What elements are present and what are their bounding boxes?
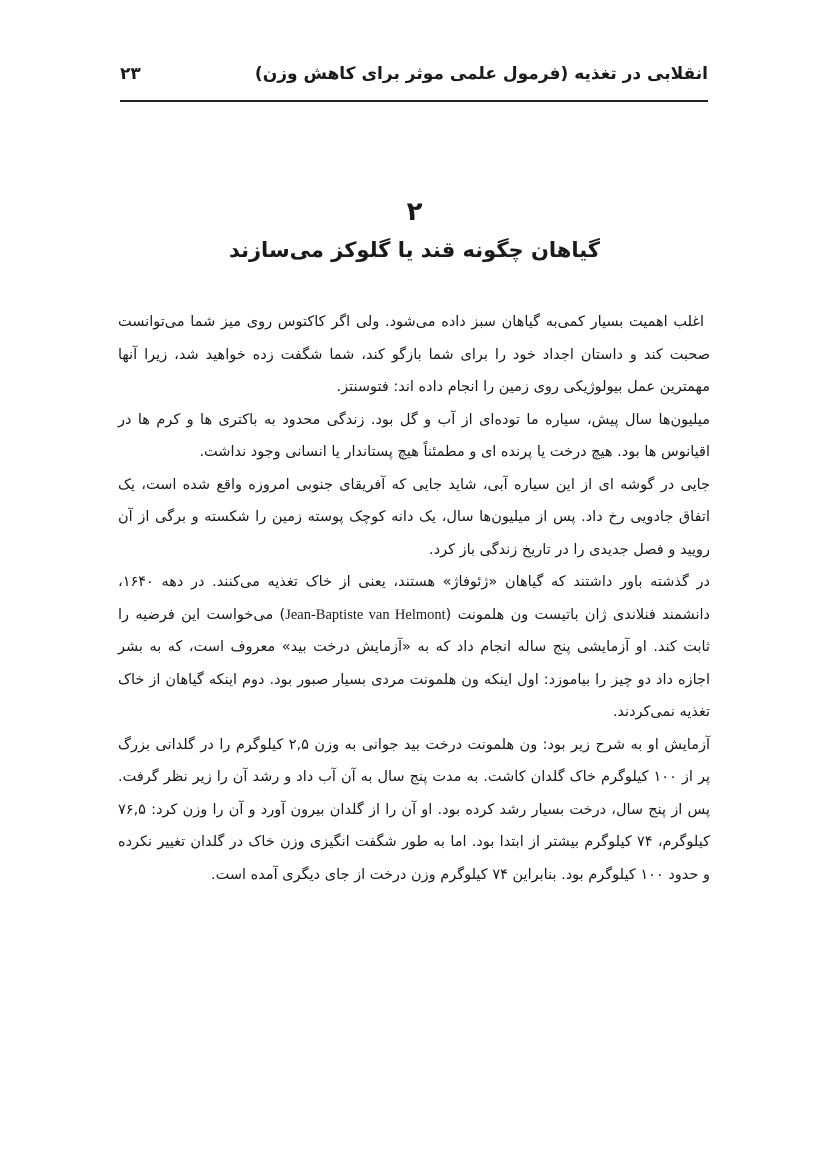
- chapter-title: گیاهان چگونه قند یا گلوکز می‌سازند: [228, 238, 601, 262]
- running-header: [120, 60, 708, 102]
- paragraph-geophage-belief: [118, 566, 710, 729]
- body-text: [118, 306, 710, 891]
- page-number: ۲۳: [120, 64, 141, 84]
- chapter-number: ۲: [406, 197, 423, 227]
- paragraph-willow-experiment: آزمایش او به شرح زیر بود: ون هلمونت درخت بید جوانی به وزن ۲,۵ کیلوگرم را در گلدانی بزرگ پر از ۱۰۰ کیلوگرم خاک گلدان کاشت. به مدت پنج سال به آن آب داد و رشد آن را زیر نظر گرفت. پس از پنج سال، درخت بسیار رشد کرده بود. او آن را از گلدان بیرون آورد و آن را وزن کرد: ۷۶,۵ کیلوگرم، ۷۴ کیلوگرم بیشتر از ابتدا بود. اما به طور شگفت انگیزی وزن خاک در گلدان تغییر نکرده و حدود ۱۰۰ کیلوگرم بود. بنابراین ۷۴ کیلوگرم وزن درخت از جای دیگری آمده است.: [118, 736, 710, 883]
- scientist-latin-name: Jean-Baptiste van Helmont: [285, 606, 446, 623]
- paragraph-first-plant: جایی در گوشه ای از این سیاره آبی، شاید جایی که آفریقای جنوبی امروزه واقع شده است، یک اتفاق جادویی رخ داد. پس از میلیون‌ها سال، یک دانه کوچک پوسته زمین را شکسته و برگی از آن رویید و فصل جدیدی را در تاریخ زندگی باز کرد.: [118, 476, 710, 558]
- header-title: انقلابی در تغذیه (فرمول علمی موثر برای کاهش وزن): [254, 64, 708, 84]
- paragraph-text-before: در گذشته باور داشتند که گیاهان «ژئوفاژ» هستند، یعنی از خاک تغذیه می‌کنند. در دهه ۱۶۴۰، دانشمند فنلاندی ژان باتیست ون هلمونت (: [118, 574, 710, 623]
- paragraph-ancient-earth: میلیون‌ها سال پیش، سیاره ما توده‌ای از آب و گل بود. زندگی محدود به باکتری ها و کرم ها در اقیانوس ها بود. هیچ درخت یا پرنده ای و مطمئناً هیچ پستاندار یا انسانی وجود نداشت.: [118, 411, 710, 460]
- paragraph-text-after: ) می‌خواست این فرضیه را ثابت کند. او آزمایشی پنج ساله انجام داد که به «آزمایش درخت بید» معروف است، که به بشر اجازه داد دو چیز را بیاموزد: اول اینکه ون هلمونت مردی بسیار صبور بود. دوم اینکه گیاهان از خاک تغذیه نمی‌کردند.: [118, 606, 710, 720]
- paragraph-intro: اغلب اهمیت بسیار کمی‌به گیاهان سبز داده می‌شود. ولی اگر کاکتوس روی میز شما می‌توانست صحبت کند و داستان اجداد خود را برای شما بازگو کند، شما شگفت زده خواهید شد، زیرا آنها مهمترین عمل بیولوژیکی روی زمین را انجام داده اند: فتوسنتز.: [118, 314, 710, 395]
